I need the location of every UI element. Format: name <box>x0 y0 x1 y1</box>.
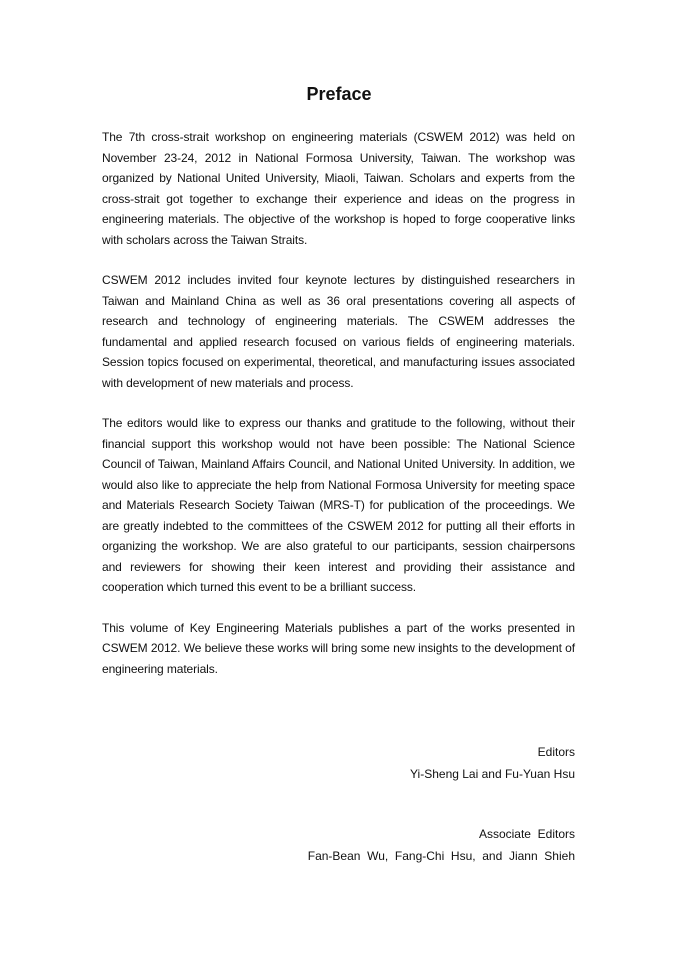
editors-names: Yi-Sheng Lai and Fu-Yuan Hsu <box>410 767 575 781</box>
associate-editors-signature <box>308 823 575 867</box>
paragraph-4: This volume of Key Engineering Materials publishes a part of the works presented in CSWEM 2012. We believe these works will bring some new insights to the development of engineering materials. <box>102 620 575 676</box>
associate-editors-label: Associate Editors <box>478 827 575 841</box>
page-title: Preface <box>306 84 372 104</box>
paragraph-1: The 7th cross-strait workshop on engineering materials (CSWEM 2012) was held on November 23-24, 2012 in National Formosa University, Taiwan. The workshop was organized by National United University, Miaoli, Taiwan. Scholars and experts from the cross-strait got together to exchange their experience and ideas on the progress in engineering materials. The objective of the workshop is hoped to forge cooperative links with scholars across the Taiwan Straits. <box>102 130 575 247</box>
associate-editors-names: Fan-Bean Wu, Fang-Chi Hsu, and Jiann Shieh <box>307 849 575 863</box>
preface-body <box>102 127 575 699</box>
paragraph-3: The editors would like to express our thanks and gratitude to the following, without their financial support this workshop would not have been possible: The National Science Council of Taiwan, Mainland Affairs Council, and National United University. In addition, we would also like to appreciate the help from National Formosa University for meeting space and Materials Research Society Taiwan (MRS-T) for publication of the proceedings. We are greatly indebted to the committees of the CSWEM 2012 for putting all their efforts in organizing the workshop. We are also grateful to our participants, session chairpersons and reviewers for showing their keen interest and providing their assistance and cooperation which turned this event to be a brilliant success. <box>102 416 575 594</box>
editors-signature <box>410 741 575 785</box>
editors-label: Editors <box>537 745 575 759</box>
paragraph-2: CSWEM 2012 includes invited four keynote lectures by distinguished researchers in Taiwan and Mainland China as well as 36 oral presentations covering all aspects of research and technology of engineering materials. The CSWEM addresses the fundamental and applied research focused on various fields of engineering materials. Session topics focused on experimental, theoretical, and manufacturing issues associated with development of new materials and process. <box>102 273 575 390</box>
